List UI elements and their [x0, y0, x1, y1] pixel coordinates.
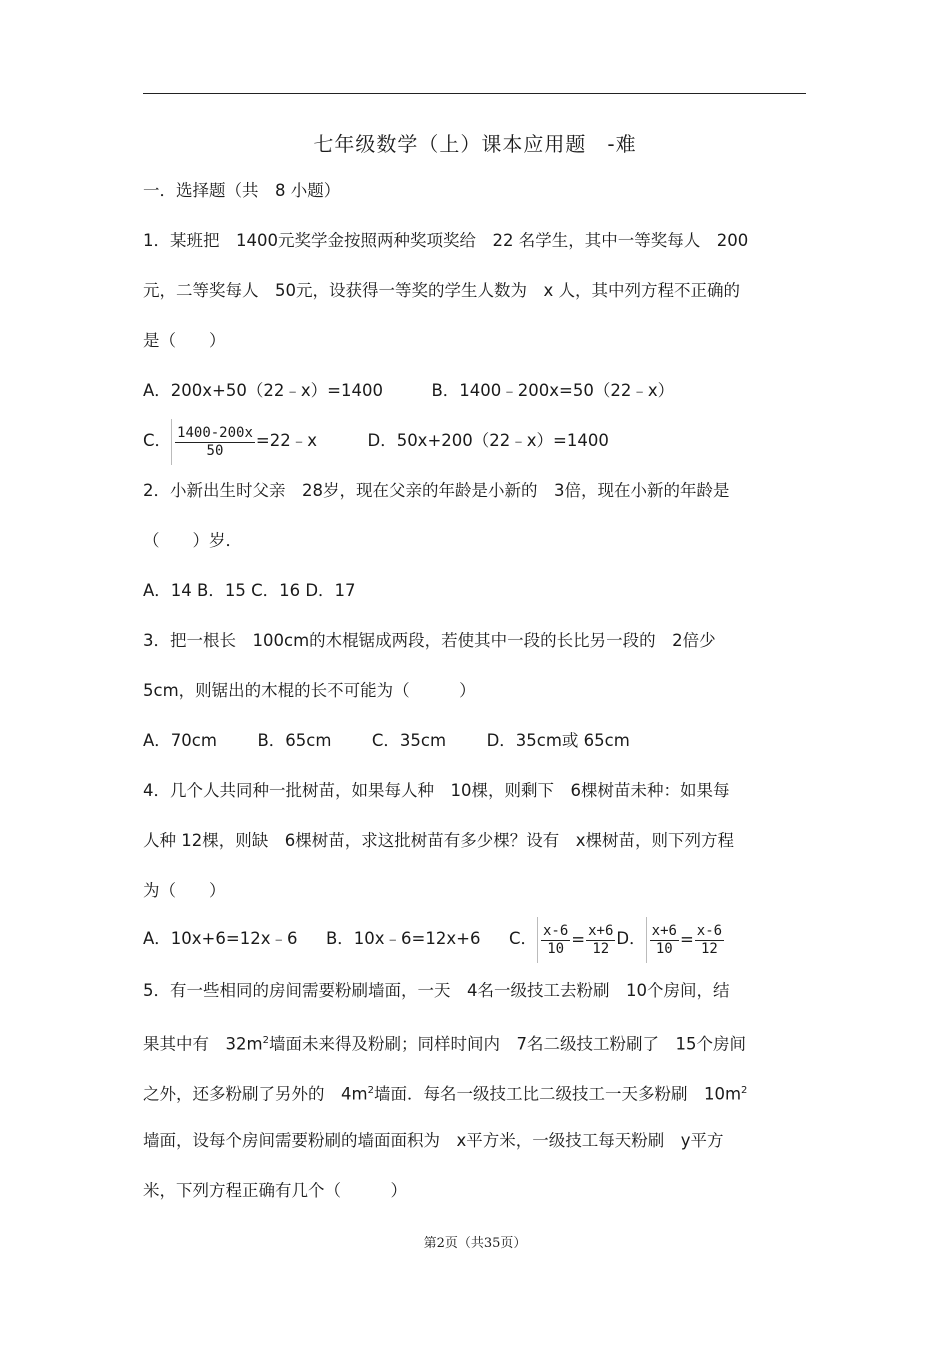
q1-option-c-rest: =22﹣x — [255, 431, 317, 450]
q5-line-1: 5．有一些相同的房间需要粉刷墙面，一天 4名一级技工去粉刷 10个房间，结 — [143, 981, 730, 1000]
q3-option-d: D．35cm或 65cm — [486, 731, 630, 750]
q2-options: A．14 B．15 C．16 D．17 — [143, 581, 356, 600]
q1-options-cd — [143, 418, 609, 465]
superscript: 2 — [367, 1085, 374, 1096]
q4-options — [143, 916, 725, 963]
q1-option-a: A．200x+50（22﹣x）=1400 — [143, 381, 383, 400]
section-heading: 一．选择题（共 8 小题） — [143, 181, 341, 200]
fraction-denominator: 50 — [206, 442, 224, 459]
q5-line-2-part-a: 果其中有 32m — [143, 1034, 263, 1054]
q5-line-3-part-a: 之外，还多粉刷了另外的 4m — [143, 1084, 368, 1104]
header-rule — [143, 93, 806, 94]
q1-option-d: D．50x+200（22﹣x）=1400 — [367, 431, 609, 450]
q5-line-2-part-b: 墙面未来得及粉刷；同样时间内 7名二级技工粉刷了 15个房间 — [268, 1034, 746, 1054]
page-footer: 第2页（共35页） — [423, 1236, 527, 1251]
fraction-numerator: x-6 — [696, 922, 723, 939]
q5-line-2 — [143, 1030, 746, 1056]
q1-options-ab — [143, 380, 674, 402]
page-title: 七年级数学（上）课本应用题 -难 — [313, 132, 637, 156]
q1-line-1: 1．某班把 1400元奖学金按照两种奖项奖给 22 名学生，其中一等奖每人 200 — [143, 231, 749, 250]
equals-sign: = — [679, 929, 694, 949]
q5-line-3-part-b: 墙面．每名一级技工比二级技工一天多粉刷 10m — [373, 1084, 742, 1104]
fraction-denominator: 10 — [655, 940, 673, 957]
q4-option-c-label: C． — [508, 929, 537, 948]
q3-options — [143, 730, 630, 752]
superscript: 2 — [262, 1035, 269, 1046]
q1-option-b: B．1400﹣200x=50（22﹣x） — [431, 381, 675, 400]
q2-line-1: 2．小新出生时父亲 28岁，现在父亲的年龄是小新的 3倍，现在小新的年龄是 — [143, 481, 730, 500]
q3-line-2: 5cm，则锯出的木棍的长不可能为（ ） — [143, 681, 476, 700]
q4-option-a: A．10x+6=12x﹣6 — [143, 929, 298, 948]
fraction-numerator: x-6 — [543, 922, 569, 939]
fraction-denominator: 10 — [547, 940, 565, 957]
q4-line-3: 为（ ） — [143, 881, 226, 900]
fraction-denominator: 12 — [592, 940, 610, 957]
fraction-denominator: 12 — [700, 940, 718, 957]
q4-option-b: B．10x﹣6=12x+6 — [325, 929, 481, 948]
q1-option-c-label: C． — [143, 431, 172, 450]
fraction-numerator: x+6 — [588, 922, 614, 939]
fraction-numerator: 1400-200x — [177, 424, 253, 441]
q4-line-2: 人种 12棵，则缺 6棵树苗，求这批树苗有多少棵？设有 x棵树苗，则下列方程 — [143, 831, 735, 850]
q5-line-3 — [143, 1080, 747, 1106]
q2-line-2: （ ）岁． — [143, 531, 242, 550]
q1-line-3: 是（ ） — [143, 331, 226, 350]
q5-line-4: 墙面，设每个房间需要粉刷的墙面面积为 x平方米，一级技工每天粉刷 y平方 — [143, 1131, 724, 1150]
q4-line-1: 4．几个人共同种一批树苗，如果每人种 10棵，则剩下 6棵树苗未种：如果每 — [143, 781, 730, 800]
superscript: 2 — [741, 1085, 748, 1096]
q5-line-5: 米，下列方程正确有几个（ ） — [143, 1181, 407, 1200]
q4-option-c-equation — [537, 917, 616, 963]
q1-option-c-fraction — [171, 419, 256, 465]
fraction-numerator: x+6 — [651, 922, 677, 939]
equals-sign: = — [571, 929, 586, 949]
q4-option-d-equation — [646, 917, 725, 963]
q4-option-d-label: D． — [616, 929, 646, 948]
q1-line-2: 元，二等奖每人 50元，设获得一等奖的学生人数为 x 人，其中列方程不正确的 — [143, 281, 741, 300]
q3-line-1: 3．把一根长 100cm的木棍锯成两段，若使其中一段的长比另一段的 2倍少 — [143, 631, 716, 650]
q3-option-c: C．35cm — [371, 731, 447, 750]
q3-option-a: A．70cm — [143, 731, 217, 750]
q3-option-b: B．65cm — [257, 731, 332, 750]
